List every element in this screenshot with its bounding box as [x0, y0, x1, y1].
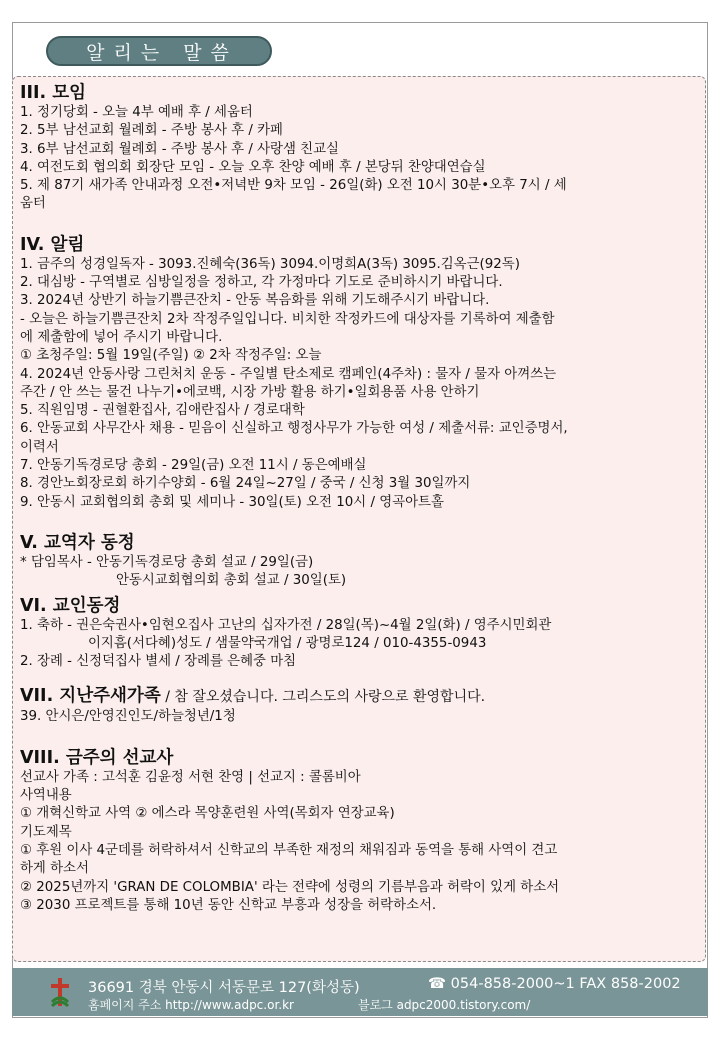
- missionary-item: ③ 2030 프로젝트를 통해 10년 동안 신학교 부흥과 성장을 허락하소서.: [20, 897, 437, 913]
- new-family-item: 39. 안시은/안영진인도/하늘청년/1청: [20, 709, 236, 725]
- missionary-item-cont: 하게 하소서: [20, 861, 89, 877]
- footer-blog[interactable]: 블로그 adpc2000.tistory.com/: [358, 998, 531, 1012]
- missionary-item: ① 후원 이사 4군데를 허락하셔서 신학교의 부족한 재정의 채워짐과 동역을 통해 사역이 견고: [20, 842, 558, 858]
- member-news-item: 2. 장례 - 신정덕집사 별세 / 장례를 은혜중 마침: [20, 654, 297, 670]
- section-heading-meetings: III. 모임: [20, 83, 87, 103]
- minister-item-cont: 안동시교회협의회 총회 설교 / 30일(토): [116, 573, 347, 589]
- missionary-item: ① 개혁신학교 사역 ② 에스라 목양훈련원 사역(목회자 연장교육): [20, 806, 395, 822]
- notice-item: 6. 안동교회 사무간사 채용 - 믿음이 신실하고 행정사무가 가능한 여성 / 제출서류: 교인증명서,: [20, 421, 568, 437]
- meeting-item: 1. 정기당회 - 오늘 4부 예배 후 / 세움터: [20, 105, 253, 120]
- notice-item-cont: 주간 / 안 쓰는 물건 나누기•에코백, 시장 가방 활용 하기•일회용품 사용 안하기: [20, 384, 480, 400]
- missionary-item: ② 2025년까지 'GRAN DE COLOMBIA' 라는 전략에 성령의 기름부음과 허락이 있게 하소서: [20, 879, 560, 895]
- notice-item-cont: 이력서: [20, 439, 59, 455]
- notice-item: 5. 직원임명 - 권혈환집사, 김애란집사 / 경로대학: [20, 403, 305, 419]
- notice-item: 9. 안동시 교회협의회 총회 및 세미나 - 30일(토) 오전 10시 / 영곡아트홀: [20, 494, 444, 510]
- notice-item: 8. 경안노회장로회 하기수양회 - 6월 24일~27일 / 중국 / 신청 3월 30일까지: [20, 476, 471, 492]
- section-heading-members: VI. 교인동정: [20, 595, 121, 616]
- missionary-item: 기도제목: [20, 824, 72, 840]
- notice-item: 2. 대심방 - 구역별로 심방일정을 정하고, 각 가정마다 기도로 준비하시기 바랍니다.: [20, 275, 503, 291]
- member-news-item-cont: 이지흠(서다혜)성도 / 샘물약국개업 / 광명로124 / 010-4355-0943: [88, 635, 487, 651]
- new-family-welcome: / 참 잘오셨습니다. 그리스도의 사랑으로 환영합니다.: [160, 689, 486, 706]
- section-heading-new-family: [20, 685, 700, 708]
- notice-item: - 오늘은 하늘기쁨큰잔치 2차 작정주일입니다. 비치한 작정카드에 대상자를 기록하여 제출함: [20, 311, 555, 327]
- missionary-item: 선교사 가족 : 고석훈 김윤정 서현 찬영 | 선교지 : 콜롬비아: [20, 769, 361, 785]
- announcements-title: 알리는 말씀: [46, 36, 272, 66]
- notice-item-cont: 에 제출함에 넣어 주시기 바랍니다.: [20, 329, 223, 345]
- footer-address: 36691 경북 안동시 서동문로 127(화성동): [88, 980, 360, 996]
- section-heading-notices: IV. 알림: [20, 234, 85, 255]
- notice-item: 1. 금주의 성경일독자 - 3093.진혜숙(36독) 3094.이명희A(3독) 3095.김옥근(92독): [20, 256, 520, 272]
- footer-website[interactable]: 홈페이지 주소 http://www.adpc.or.kr: [88, 998, 294, 1012]
- missionary-item: 사역내용: [20, 788, 72, 804]
- section-heading-ministers: V. 교역자 동정: [20, 532, 135, 553]
- meeting-item: 3. 6부 남선교회 월례회 - 주방 봉사 후 / 사랑샘 친교실: [20, 141, 339, 157]
- notice-item: ① 초청주일: 5월 19일(주일) ② 2차 작정주일: 오늘: [20, 348, 322, 364]
- footer-phone: ☎ 054-858-2000~1 FAX 858-2002: [428, 976, 681, 992]
- member-news-item: 1. 축하 - 권은숙권사•임현오집사 고난의 십자가전 / 28일(목)~4월 2일(화) / 영주시민회관: [20, 617, 552, 633]
- announcements-content: [20, 82, 700, 915]
- notice-item: 7. 안동기독경로당 총회 - 29일(금) 오전 11시 / 동은예배실: [20, 458, 367, 474]
- new-family-heading: VII. 지난주새가족: [20, 686, 161, 707]
- meeting-item: 4. 여전도회 협의회 회장단 모임 - 오늘 오후 찬양 예배 후 / 본당뒤 찬양대연습실: [20, 159, 486, 175]
- meeting-item: 5. 제 87기 새가족 안내과정 오전•저녁반 9차 모임 - 26일(화) 오전 10시 30분•오후 7시 / 세: [20, 178, 567, 194]
- meeting-item-cont: 움터: [20, 196, 46, 212]
- minister-item: * 담임목사 - 안동기독경로당 총회 설교 / 29일(금): [20, 554, 314, 570]
- church-cross-logo-icon: [48, 976, 72, 1008]
- section-heading-missionary: VIII. 금주의 선교사: [20, 747, 174, 768]
- meeting-item: 2. 5부 남선교회 월례회 - 주방 봉사 후 / 카페: [20, 123, 283, 139]
- footer-bar: [12, 968, 708, 1016]
- notice-item: 4. 2024년 안동사랑 그린처치 운동 - 주일별 탄소제로 캠페인(4주차) : 물자 / 물자 아껴쓰는: [20, 366, 557, 382]
- notice-item: 3. 2024년 상반기 하늘기쁨큰잔치 - 안동 복음화를 위해 기도해주시기 바랍니다.: [20, 293, 490, 309]
